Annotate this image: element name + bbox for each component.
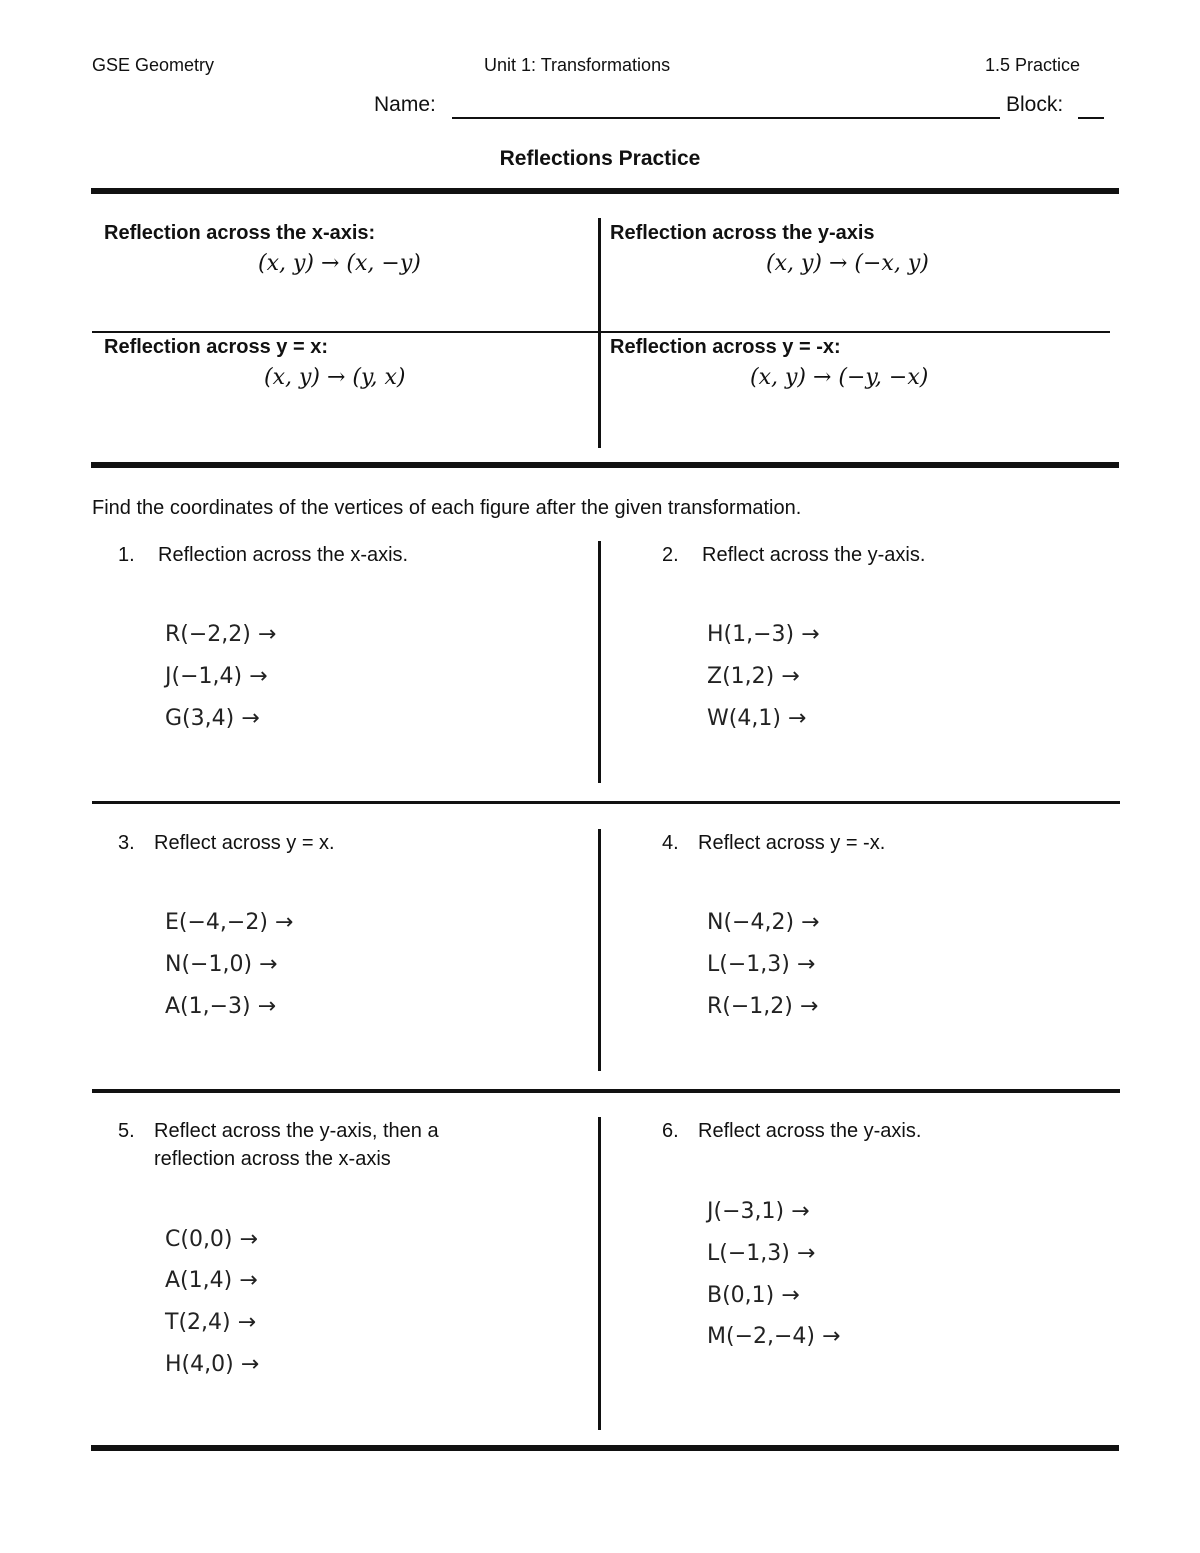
rule-x-axis-formula: (x, y) → (x, −y) [258, 251, 421, 276]
rule-y-eq-neg-x-formula: (x, y) → (−y, −x) [750, 365, 929, 390]
rule-y-axis-formula: (x, y) → (−x, y) [766, 251, 929, 276]
problem-text: Reflect across the y-axis. [698, 1120, 922, 1142]
name-label: Name: [374, 93, 436, 116]
rules-horizontal-divider [92, 331, 1110, 333]
problem-6-point-B: B(0,1) → [707, 1283, 800, 1308]
problem-text: Reflect across y = -x. [698, 832, 886, 854]
block-label: Block: [1006, 93, 1064, 116]
problem-text: Reflect across y = x. [154, 832, 335, 854]
problem-2-point-W: W(4,1) → [707, 706, 807, 731]
problem-3-prompt [118, 832, 335, 855]
rule-y-eq-neg-x-title: Reflection across y = -x: [610, 336, 841, 358]
rules-vertical-divider [598, 218, 601, 448]
problem-2-prompt [662, 544, 925, 567]
problem-number: 5. [118, 1120, 135, 1142]
rule-y-axis-title: Reflection across the y-axis [610, 222, 875, 244]
problem-5-prompt [118, 1120, 439, 1143]
page-title: Reflections Practice [499, 147, 701, 170]
problem-6-point-M: M(−2,−4) → [707, 1324, 841, 1349]
problem-number: 3. [118, 832, 135, 854]
block-blank[interactable] [1078, 117, 1104, 119]
problem-text: Reflect across the y-axis, then a [154, 1120, 439, 1142]
problem-1-point-G: G(3,4) → [165, 706, 260, 731]
problem-1-point-R: R(−2,2) → [165, 622, 277, 647]
name-blank[interactable] [452, 117, 1000, 119]
problem-4-prompt [662, 832, 885, 855]
problem-3-point-A: A(1,−3) → [165, 994, 277, 1019]
problem-5-point-H: H(4,0) → [165, 1352, 260, 1377]
problem-text: Reflect across the y-axis. [702, 544, 926, 566]
divider-bottom [91, 1445, 1119, 1451]
problem-4-point-R: R(−1,2) → [707, 994, 819, 1019]
problem-3-point-E: E(−4,−2) → [165, 910, 294, 935]
problem-6-point-L: L(−1,3) → [707, 1241, 816, 1266]
problem-number: 2. [662, 544, 679, 566]
problem-5-point-T: T(2,4) → [165, 1310, 257, 1335]
row1-vertical-divider [598, 541, 601, 783]
row3-vertical-divider [598, 1117, 601, 1430]
problem-4-point-N: N(−4,2) → [707, 910, 820, 935]
row-divider-2 [92, 1089, 1120, 1093]
problem-5-point-C: C(0,0) → [165, 1227, 258, 1252]
row2-vertical-divider [598, 829, 601, 1071]
instructions: Find the coordinates of the vertices of each figure after the given transformation. [92, 497, 802, 519]
practice-number: 1.5 Practice [985, 55, 1081, 75]
problem-1-point-J: J(−1,4) → [165, 664, 268, 689]
problem-5-point-A: A(1,4) → [165, 1268, 258, 1293]
problem-4-point-L: L(−1,3) → [707, 952, 816, 977]
rule-y-eq-x-title: Reflection across y = x: [104, 336, 328, 358]
unit-title: Unit 1: Transformations [484, 55, 671, 75]
row-divider-1 [92, 801, 1120, 804]
problem-6-point-J: J(−3,1) → [707, 1199, 810, 1224]
problem-number: 4. [662, 832, 679, 854]
problem-text: Reflection across the x-axis. [158, 544, 409, 566]
problem-1-prompt [118, 544, 408, 567]
problem-number: 1. [118, 544, 135, 566]
rule-y-eq-x-formula: (x, y) → (y, x) [264, 365, 406, 390]
rule-x-axis-title: Reflection across the x-axis: [104, 222, 376, 244]
problem-2-point-Z: Z(1,2) → [707, 664, 800, 689]
problem-5-prompt-line2: reflection across the x-axis [154, 1148, 391, 1170]
problem-6-prompt [662, 1120, 921, 1143]
divider-rules-bottom [91, 462, 1119, 468]
course-name: GSE Geometry [92, 55, 215, 75]
problem-number: 6. [662, 1120, 679, 1142]
divider-top [91, 188, 1119, 194]
problem-3-point-N: N(−1,0) → [165, 952, 278, 977]
problem-2-point-H: H(1,−3) → [707, 622, 820, 647]
